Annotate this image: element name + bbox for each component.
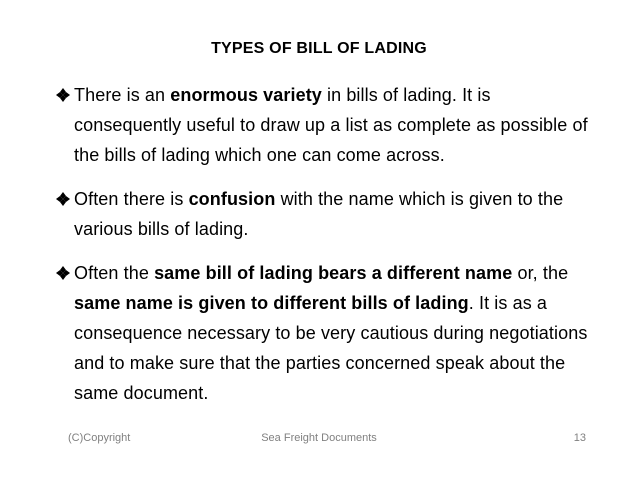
bullet-item-1: [56, 80, 596, 170]
bullet-text: [56, 258, 596, 408]
bullet-text: [56, 80, 596, 170]
bullet-item-2: [56, 184, 596, 244]
footer-copyright: (C)Copyright: [68, 432, 131, 444]
bullet-text-part: or, the: [512, 263, 569, 283]
footer-page-number: 13: [573, 432, 586, 444]
bullet-text-part: Often there is: [74, 189, 189, 209]
diamond-bullet-icon: [56, 192, 70, 206]
bullet-text-emphasis: confusion: [188, 189, 276, 209]
bullet-text-emphasis: same name is given to different bills of lading: [74, 293, 469, 313]
bullet-text-part: . It is as a consequence necessary to be very cautious during negotiations and to make sure that the parties concerned speak about the same document.: [74, 293, 588, 403]
slide-title: TYPES OF BILL OF LADING: [211, 40, 427, 57]
bullet-text-part: in bills of lading. It is consequently useful to draw up a list as complete as possible of the bills of lading which one can come across.: [74, 85, 588, 165]
bullet-item-3: [56, 258, 596, 408]
footer-title: Sea Freight Documents: [261, 432, 377, 444]
bullet-text-part: with the name which is given to the various bills of lading.: [74, 189, 564, 239]
bullet-text: [56, 184, 596, 244]
bullet-text-part: Often the: [74, 263, 155, 283]
bullet-text-emphasis: same bill of lading bears a different name: [154, 263, 513, 283]
diamond-bullet-icon: [56, 88, 70, 102]
bullet-text-part: There is an: [74, 85, 171, 105]
bullet-text-emphasis: enormous variety: [170, 85, 322, 105]
diamond-bullet-icon: [56, 266, 70, 280]
